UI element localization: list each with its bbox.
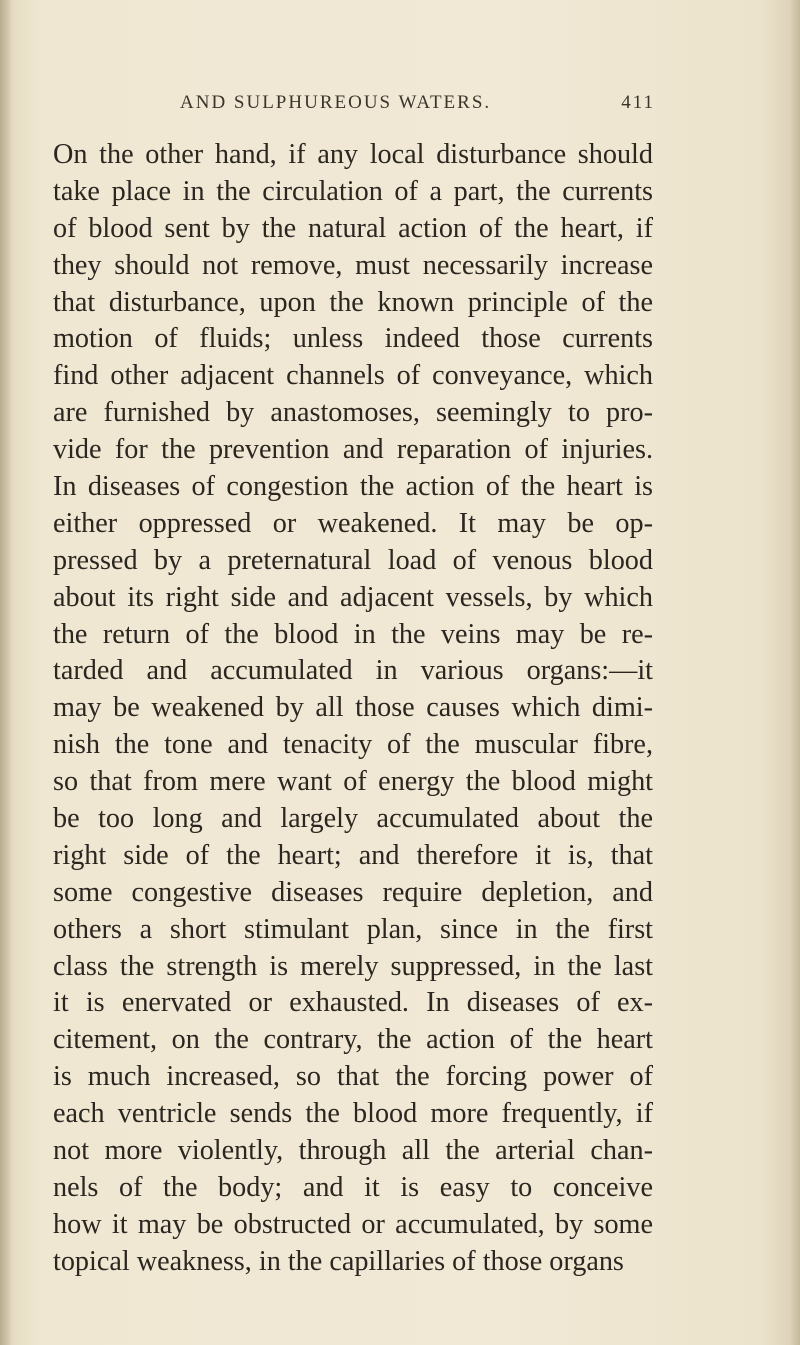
text-line: so that from mere want of energy the blood might	[53, 766, 653, 798]
text-line: others a short stimulant plan, since in the first	[53, 913, 653, 945]
text-line: right side of the heart; and therefore it is, that	[53, 839, 653, 871]
text-line: how it may be obstructed or accumulated, by some	[53, 1208, 653, 1240]
text-line: not more violently, through all the arterial chan-	[53, 1135, 653, 1167]
text-line: vide for the prevention and reparation of injuries.	[53, 434, 653, 466]
body-text	[53, 137, 653, 1281]
page-edge	[790, 0, 800, 1345]
page-gutter-shadow	[0, 0, 12, 1345]
text-line: be too long and largely accumulated about the	[53, 803, 653, 835]
text-line: some congestive diseases require depletion, and	[53, 876, 653, 908]
text-line: is much increased, so that the forcing power of	[53, 1061, 653, 1093]
text-line: class the strength is merely suppressed, in the last	[53, 950, 653, 982]
text-line: motion of fluids; unless indeed those currents	[53, 323, 653, 355]
text-line: of blood sent by the natural action of the heart, if	[53, 212, 653, 244]
page-number: 411	[621, 92, 655, 113]
text-line: citement, on the contrary, the action of the heart	[53, 1024, 653, 1056]
text-line: that disturbance, upon the known principle of the	[53, 286, 653, 318]
text-line: they should not remove, must necessarily increase	[53, 249, 653, 281]
text-line: nish the tone and tenacity of the muscular fibre,	[53, 729, 653, 761]
text-line: the return of the blood in the veins may be re-	[53, 618, 653, 650]
text-line: it is enervated or exhausted. In diseases of ex-	[53, 987, 653, 1019]
text-line: each ventricle sends the blood more frequently, if	[53, 1098, 653, 1130]
running-title: AND SULPHUREOUS WATERS.	[180, 92, 492, 113]
text-line: tarded and accumulated in various organs:—it	[53, 655, 653, 687]
running-head	[180, 92, 680, 122]
text-line: find other adjacent channels of conveyance, which	[53, 360, 653, 392]
text-line: In diseases of congestion the action of the heart is	[53, 471, 653, 503]
text-line: are furnished by anastomoses, seemingly to pro-	[53, 397, 653, 429]
text-line: may be weakened by all those causes which dimi-	[53, 692, 653, 724]
text-line: either oppressed or weakened. It may be op-	[53, 507, 653, 539]
text-line: about its right side and adjacent vessels, by which	[53, 581, 653, 613]
text-line: take place in the circulation of a part, the currents	[53, 175, 653, 207]
text-line: nels of the body; and it is easy to conceive	[53, 1171, 653, 1203]
text-line: topical weakness, in the capillaries of those organs	[53, 1245, 624, 1277]
text-line: On the other hand, if any local disturbance should	[53, 139, 653, 170]
text-line: pressed by a preternatural load of venous blood	[53, 544, 653, 576]
